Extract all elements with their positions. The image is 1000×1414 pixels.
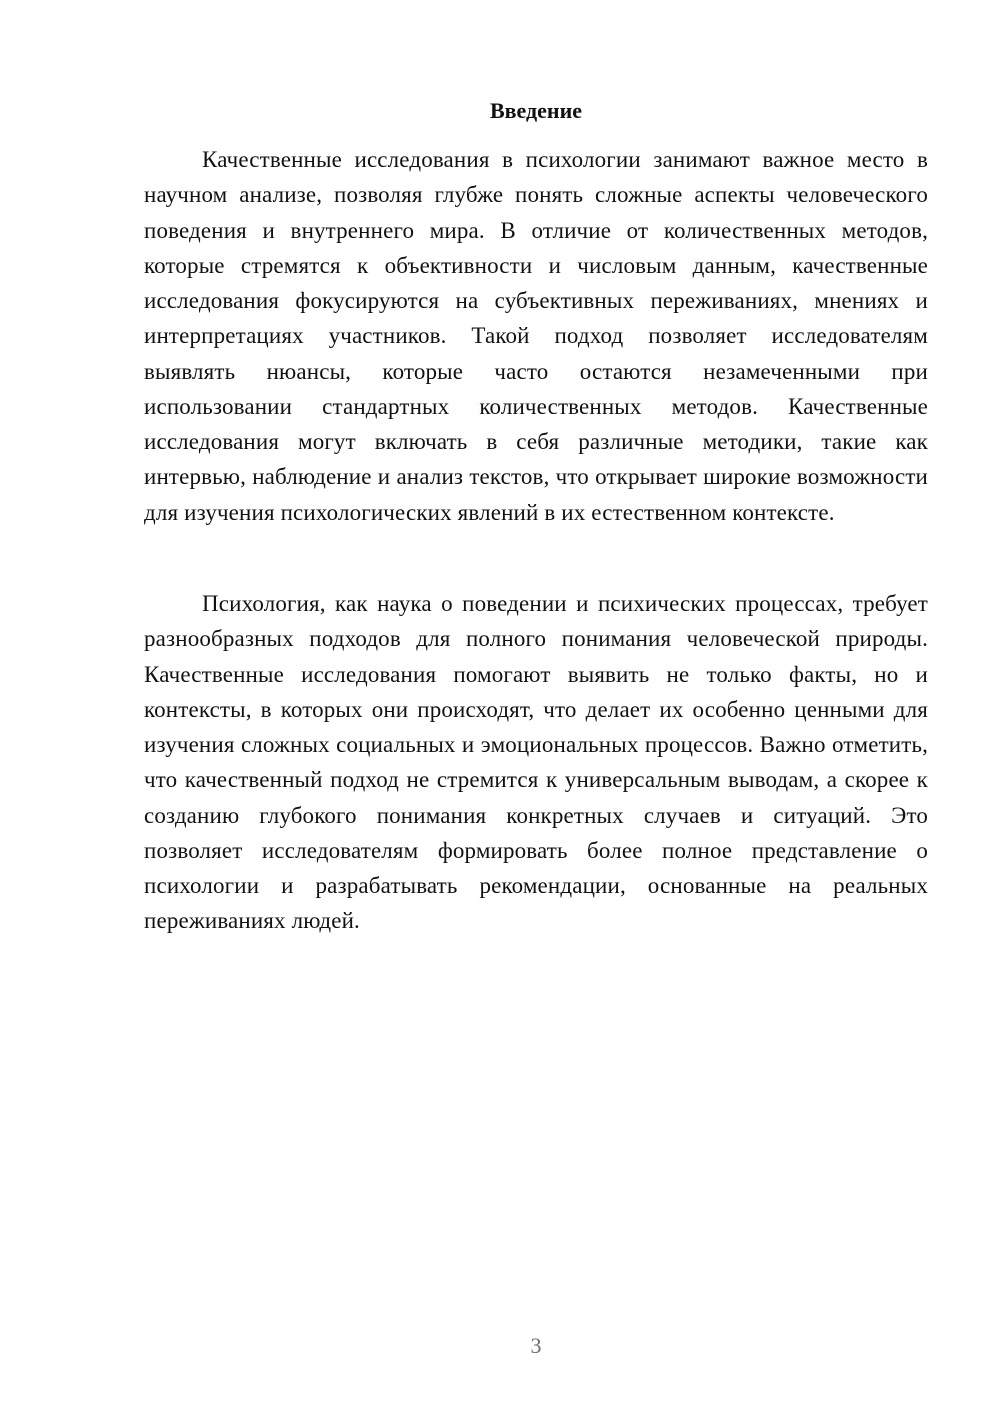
page-number: 3: [530, 1333, 542, 1358]
paragraph-1: Качественные исследования в психологии занимают важное место в научном анализе, позволяя глубже понять сложные аспекты человеческого поведения и внутреннего мира. В отличие от количественных методов, которые стремятся к объективности и числовым данным, качественные исследования фокусируются на субъективных переживаниях, мнениях и интерпретациях участников. Такой подход позволяет исследователям выявлять нюансы, которые часто остаются незамеченными при использовании стандартных количественных методов. Качественные исследования могут включать в себя различные методики, такие как интервью, наблюдение и анализ текстов, что открывает широкие возможности для изучения психологических явлений в их естественном контексте.: [144, 147, 928, 525]
section-title: Введение: [489, 98, 583, 123]
paragraph-2: Психология, как наука о поведении и психических процессах, требует разнообразных подходов для полного понимания человеческой природы. Качественные исследования помогают выявить не только факты, но и контексты, в которых они происходят, что делает их особенно ценными для изучения сложных социальных и эмоциональных процессов. Важно отметить, что качественный подход не стремится к универсальным выводам, а скорее к созданию глубокого понимания конкретных случаев и ситуаций. Это позволяет исследователям формировать более полное представление о психологии и разрабатывать рекомендации, основанные на реальных переживаниях людей.: [144, 591, 928, 934]
